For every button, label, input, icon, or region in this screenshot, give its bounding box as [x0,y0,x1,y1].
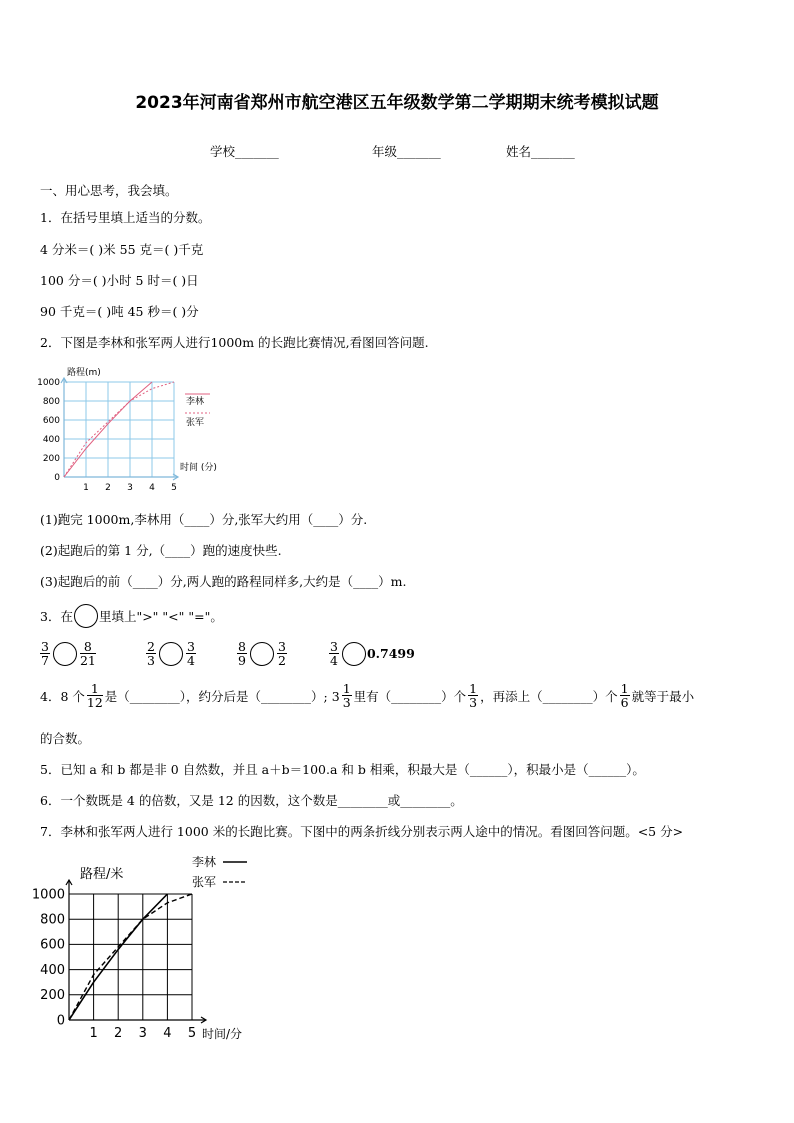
name-field: 姓名_______ [506,144,575,159]
y-tick-label: 200 [42,454,60,464]
y-tick-label: 0 [56,1013,65,1029]
x-tick-label: 2 [105,483,111,493]
question-4-text: 4．8 个 [40,688,85,704]
y-tick-label: 1000 [37,378,60,388]
y-tick-label: 400 [40,962,65,978]
y-tick-label: 600 [42,416,60,426]
y-tick-label: 1000 [31,887,65,903]
compare-circle [250,642,274,666]
y-tick-label: 200 [40,988,65,1004]
x-tick-label: 5 [171,483,177,493]
x-tick-label: 1 [83,483,89,493]
y-tick-label: 0 [54,473,60,483]
compare-item-2 [144,640,198,667]
question-1-line-2: 100 分＝( )小时 5 时＝( )日 [40,273,199,288]
compare-item-4 [327,640,415,667]
chart1-ylabel: 路程(m) [67,368,101,378]
x-tick-label: 1 [89,1026,98,1041]
fraction: $\frac{1}{12}$ [86,681,103,711]
question-2-sub-1: (1)跑完 1000m,李林用（____）分,张军大约用（____）分. [40,512,368,527]
y-tick-label: 400 [42,435,60,445]
compare-circle [342,642,366,666]
running-chart-2 [30,850,260,1046]
grade-field: 年级_______ [372,144,441,159]
question-4-text: 是（________），约分后是（________）; 3 [104,688,340,704]
x-tick-label: 3 [138,1026,147,1041]
question-4-text: 里有（________）个 [353,688,467,704]
x-tick-label: 5 [187,1026,197,1041]
school-field: 学校_______ [210,144,279,159]
series-line-zhangjun [69,894,192,1020]
y-tick-label: 600 [40,937,65,953]
compare-circle [53,642,77,666]
chart2-legend-zhangjun: 张军 [192,875,217,889]
x-tick-label: 2 [114,1026,123,1041]
y-tick-label: 800 [42,397,60,407]
question-2: 2．下图是李林和张军两人进行1000m 的长跑比赛情况,看图回答问题. [40,335,429,350]
question-3-post: 里填上">" "<" "="。 [98,609,223,624]
chart1-legend-zhangjun: 张军 [186,418,205,428]
fraction: $\frac{3}{2}$ [277,639,286,669]
x-tick-label: 3 [127,483,133,493]
compare-item-3 [235,640,289,667]
question-4-continued: 的合数。 [40,731,91,746]
fraction: $\frac{8}{9}$ [238,639,246,669]
chart2-ylabel: 路程/米 [80,867,124,882]
chart2-legend-lilin: 李林 [192,855,217,869]
question-1-line-3: 90 千克＝( )吨 45 秒＝( )分 [40,304,199,319]
compare-circle [74,604,98,628]
chart1-legend-lilin: 李林 [186,397,205,407]
chart2-xlabel: 时间/分 [202,1027,243,1041]
chart1-xlabel: 时间 (分) [180,463,217,473]
fraction: $\frac{2}{3}$ [147,639,155,669]
question-1: 1．在括号里填上适当的分数。 [40,210,211,225]
question-4 [40,682,694,709]
question-2-sub-3: (3)起跑后的前（____）分,两人跑的路程同样多,大约是（____）m. [40,574,407,589]
y-tick-label: 800 [40,912,65,928]
fraction: $\frac{1}{3}$ [342,681,351,711]
fraction: $\frac{3}{7}$ [41,639,49,669]
question-6: 6．一个数既是 4 的倍数，又是 12 的因数，这个数是________或________。 [40,793,463,808]
fraction: $\frac{1}{6}$ [620,681,629,711]
question-3 [40,604,223,628]
question-7: 7．李林和张军两人进行 1000 米的长跑比赛。下图中的两条折线分别表示两人途中的情况。看图回答问题。<5 分> [40,824,684,839]
question-2-sub-2: (2)起跑后的第 1 分,（____）跑的速度快些. [40,543,282,558]
question-4-text: ，再添上（________）个 [480,688,618,704]
decimal-value: 0.7499 [366,646,415,662]
question-5: 5．已知 a 和 b 都是非 0 自然数，并且 a＋b＝100.a 和 b 相乘，积最大是（______），积最小是（______）。 [40,762,645,777]
question-4-text: 就等于最小 [631,688,695,704]
x-tick-label: 4 [149,483,155,493]
section-heading: 一、用心思考，我会填。 [40,183,178,198]
fraction: $\frac{3}{4}$ [186,639,195,669]
running-chart-1 [34,362,234,494]
x-tick-label: 4 [163,1026,172,1041]
question-1-line-1: 4 分米＝( )米 55 克＝( )千克 [40,242,204,257]
compare-item-1 [38,640,98,667]
fraction: $\frac{1}{3}$ [469,681,478,711]
page-title: 2023年河南省郑州市航空港区五年级数学第二学期期末统考模拟试题 [135,93,659,113]
question-3-pre: 3．在 [40,609,73,624]
compare-circle [159,642,183,666]
fraction: $\frac{8}{21}$ [79,639,96,669]
fraction: $\frac{3}{4}$ [330,639,338,669]
series-line-zhangjun [64,382,174,477]
